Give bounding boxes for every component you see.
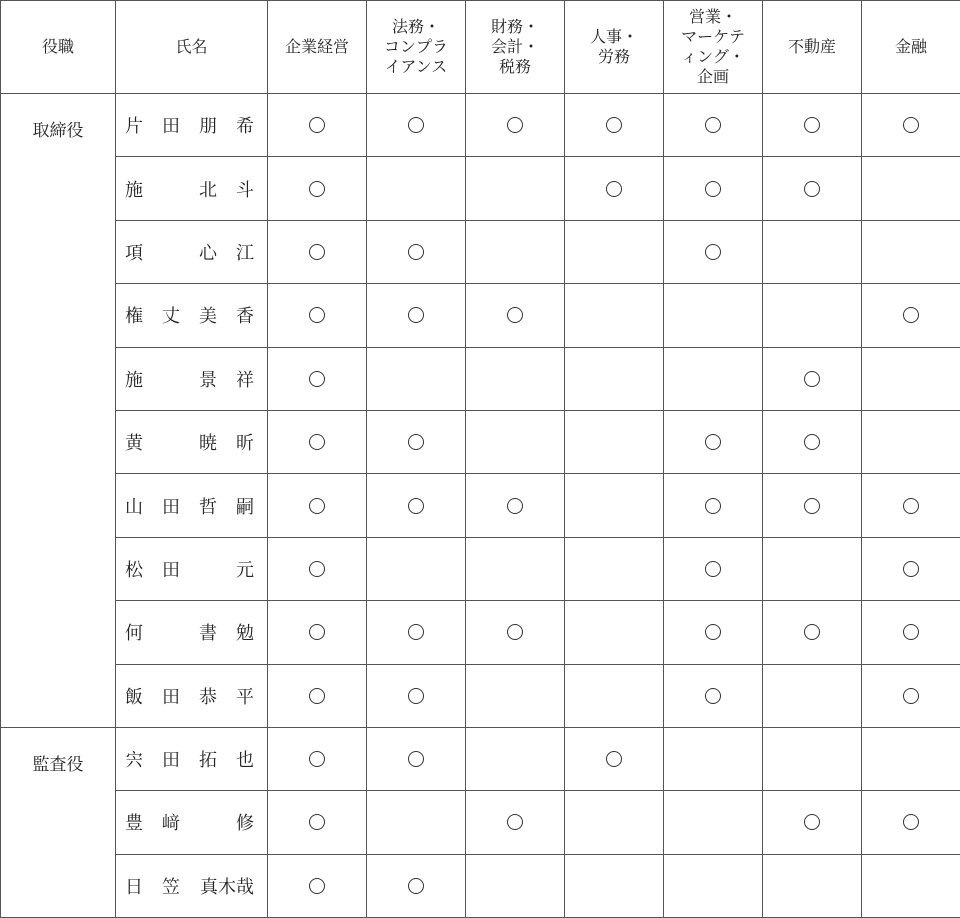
circle-mark-icon [408,624,424,640]
skill-cell [664,601,763,664]
member-name-cell [116,474,268,537]
skill-cell [565,157,664,220]
skill-cell [367,854,466,917]
table-row [1,854,960,917]
name-glyph: 施 [125,369,143,391]
table-row [1,284,960,347]
skill-cell [664,474,763,537]
name-glyph: 希 [236,116,254,138]
skill-cell [862,220,960,283]
skill-cell [763,347,862,410]
column-header-skill [763,1,862,94]
skill-cell [763,220,862,283]
name-glyph: 何 [125,623,143,645]
column-header-line: コンプラ [383,37,448,56]
skill-cell [664,410,763,473]
skill-cell [763,791,862,854]
skill-cell [367,347,466,410]
skill-cell [466,727,565,790]
circle-mark-icon [309,624,325,640]
name-glyph: 嗣 [236,496,254,518]
table-row [1,410,960,473]
circle-mark-icon [705,181,721,197]
circle-mark-icon [408,878,424,894]
column-header-role: 役職 [1,1,116,94]
circle-mark-icon [804,434,820,450]
circle-mark-icon [804,371,820,387]
skill-cell [862,537,960,600]
circle-mark-icon [705,244,721,260]
name-glyph: 拓 [199,750,217,772]
circle-mark-icon [507,117,523,133]
skill-cell [466,474,565,537]
circle-mark-icon [705,624,721,640]
circle-mark-icon [804,624,820,640]
skill-cell [466,854,565,917]
column-header-name: 氏名 [116,1,268,94]
name-glyph: 﨑 [162,813,180,835]
table-row [1,601,960,664]
skill-cell [268,664,367,727]
column-header-skill [862,1,960,94]
skill-cell [862,474,960,537]
circle-mark-icon [309,561,325,577]
skill-cell [268,791,367,854]
skill-cell [268,410,367,473]
skill-cell [268,727,367,790]
name-glyph: 豊 [125,813,143,835]
skill-cell [862,664,960,727]
member-name-cell [116,601,268,664]
skill-cell [367,220,466,283]
circle-mark-icon [903,624,919,640]
skill-cell [763,94,862,157]
name-glyph: 北 [199,179,217,201]
skill-cell [664,284,763,347]
skill-cell [763,664,862,727]
skill-cell [862,601,960,664]
skill-cell [862,157,960,220]
skill-cell [565,727,664,790]
skill-cell [664,94,763,157]
column-header-line: イアンス [384,57,448,76]
name-glyph: 昕 [236,433,254,455]
name-glyph: 田 [162,116,180,138]
circle-mark-icon [309,434,325,450]
circle-mark-icon [705,561,721,577]
role-cell: 取締役 [1,94,116,728]
skill-cell [763,474,862,537]
skill-cell [367,474,466,537]
name-glyph: 田 [162,750,180,772]
column-header-line: 企業経営 [284,37,349,56]
circle-mark-icon [309,751,325,767]
skill-cell [565,791,664,854]
circle-mark-icon [705,117,721,133]
name-glyph: 暁 [199,433,217,455]
circle-mark-icon [903,498,919,514]
name-glyph: 飯 [125,686,143,708]
circle-mark-icon [606,117,622,133]
name-glyph: 真木哉 [200,876,254,898]
skill-cell [664,854,763,917]
name-glyph: 施 [125,179,143,201]
skill-cell [268,474,367,537]
skill-cell [565,410,664,473]
member-name-cell [116,537,268,600]
column-header-line: 不動産 [787,37,836,56]
circle-mark-icon [408,117,424,133]
skill-cell [466,664,565,727]
column-header-line: マーケテ [681,27,745,46]
skill-cell [763,727,862,790]
skill-cell [466,94,565,157]
member-name-cell [116,284,268,347]
name-glyph: 元 [236,559,254,581]
skill-cell [466,347,565,410]
skill-cell [664,664,763,727]
skill-cell [466,791,565,854]
column-header-line: 財務・ [490,17,539,36]
circle-mark-icon [309,498,325,514]
circle-mark-icon [309,307,325,323]
skill-cell [565,284,664,347]
circle-mark-icon [903,561,919,577]
skill-cell [664,537,763,600]
member-name-cell [116,727,268,790]
column-header-line: 企画 [696,67,729,86]
skill-cell [565,854,664,917]
skill-cell [466,410,565,473]
skill-cell [862,94,960,157]
name-glyph: 江 [236,242,254,264]
skill-cell [367,727,466,790]
name-glyph: 権 [125,306,143,328]
circle-mark-icon [408,434,424,450]
member-name-cell [116,410,268,473]
circle-mark-icon [309,117,325,133]
circle-mark-icon [903,117,919,133]
skill-cell [466,601,565,664]
skill-cell [664,157,763,220]
skill-cell [565,601,664,664]
table-row [1,220,960,283]
name-glyph: 田 [162,686,180,708]
circle-mark-icon [507,814,523,830]
skill-cell [862,727,960,790]
circle-mark-icon [408,688,424,704]
column-header-line: 労務 [597,47,630,66]
header-row [1,1,960,94]
name-glyph: 田 [162,559,180,581]
circle-mark-icon [606,751,622,767]
name-glyph: 朋 [199,116,217,138]
skill-cell [466,220,565,283]
name-glyph: 平 [236,686,254,708]
name-glyph: 景 [199,369,217,391]
circle-mark-icon [606,181,622,197]
circle-mark-icon [804,181,820,197]
name-glyph: 哲 [199,496,217,518]
name-glyph: 丈 [162,306,180,328]
skill-cell [763,854,862,917]
circle-mark-icon [408,751,424,767]
skill-cell [367,537,466,600]
column-header-skill [664,1,763,94]
name-glyph: 田 [162,496,180,518]
member-name-cell [116,664,268,727]
skill-cell [367,791,466,854]
column-header-line: 税務 [498,57,531,76]
skill-cell [664,347,763,410]
circle-mark-icon [309,181,325,197]
circle-mark-icon [507,624,523,640]
name-glyph: 修 [236,813,254,835]
skill-cell [763,284,862,347]
skill-cell [268,94,367,157]
name-glyph: 項 [125,242,143,264]
name-glyph: 美 [199,306,217,328]
name-glyph: 心 [199,242,217,264]
skill-cell [466,157,565,220]
column-header-line: 法務・ [391,17,440,36]
skill-cell [763,601,862,664]
table-row [1,474,960,537]
table-row [1,157,960,220]
name-glyph: 松 [125,559,143,581]
member-name-cell [116,791,268,854]
skill-cell [367,410,466,473]
skill-cell [367,284,466,347]
column-header-line: 営業・ [688,7,737,26]
skill-cell [862,284,960,347]
circle-mark-icon [309,371,325,387]
circle-mark-icon [705,434,721,450]
circle-mark-icon [903,814,919,830]
column-header-skill [565,1,664,94]
member-name-cell [116,347,268,410]
member-name-cell [116,157,268,220]
name-glyph: 斗 [236,179,254,201]
name-glyph: 香 [236,306,254,328]
name-glyph: 黄 [125,433,143,455]
name-glyph: 也 [236,750,254,772]
table-row [1,94,960,157]
circle-mark-icon [705,688,721,704]
skill-cell [763,537,862,600]
skill-cell [565,664,664,727]
column-header-skill [367,1,466,94]
skill-cell [367,94,466,157]
skill-cell [466,284,565,347]
name-glyph: 宍 [125,750,143,772]
circle-mark-icon [804,498,820,514]
circle-mark-icon [408,498,424,514]
skill-cell [565,94,664,157]
circle-mark-icon [309,688,325,704]
table-row [1,791,960,854]
skill-cell [862,410,960,473]
skill-cell [268,601,367,664]
member-name-cell [116,220,268,283]
member-name-cell [116,854,268,917]
circle-mark-icon [705,498,721,514]
circle-mark-icon [507,498,523,514]
table-row [1,664,960,727]
name-glyph: 片 [125,116,143,138]
circle-mark-icon [903,688,919,704]
skill-cell [268,347,367,410]
skill-cell [664,220,763,283]
column-header-line: 人事・ [589,27,638,46]
circle-mark-icon [507,307,523,323]
table-row [1,537,960,600]
skill-cell [565,220,664,283]
name-glyph: 笠 [162,876,180,898]
column-header-skill [466,1,565,94]
skill-cell [268,537,367,600]
skill-cell [268,220,367,283]
skill-cell [268,854,367,917]
member-name-cell [116,94,268,157]
column-header-line: 金融 [894,37,927,56]
skill-cell [565,537,664,600]
name-glyph: 祥 [236,369,254,391]
skill-cell [367,601,466,664]
skill-cell [763,410,862,473]
skill-cell [664,727,763,790]
table-header [1,1,960,94]
circle-mark-icon [804,814,820,830]
circle-mark-icon [903,307,919,323]
skill-cell [367,664,466,727]
table-body [1,94,960,918]
skill-cell [565,474,664,537]
name-glyph: 勉 [236,623,254,645]
skill-cell [367,157,466,220]
name-glyph: 恭 [199,686,217,708]
column-header-skill [268,1,367,94]
skill-cell [664,791,763,854]
name-glyph: 書 [199,623,217,645]
skill-cell [862,347,960,410]
skill-cell [862,791,960,854]
table-row [1,727,960,790]
column-header-line: ィング・ [681,47,745,66]
name-glyph: 日 [125,876,143,898]
column-header-line: 会計・ [490,37,539,56]
circle-mark-icon [309,878,325,894]
skill-cell [268,284,367,347]
circle-mark-icon [804,117,820,133]
name-glyph: 山 [125,496,143,518]
table-row [1,347,960,410]
circle-mark-icon [408,307,424,323]
skill-cell [862,854,960,917]
role-cell: 監査役 [1,727,116,917]
skill-cell [565,347,664,410]
skill-cell [466,537,565,600]
circle-mark-icon [309,814,325,830]
skill-cell [268,157,367,220]
skill-cell [763,157,862,220]
circle-mark-icon [408,244,424,260]
circle-mark-icon [309,244,325,260]
